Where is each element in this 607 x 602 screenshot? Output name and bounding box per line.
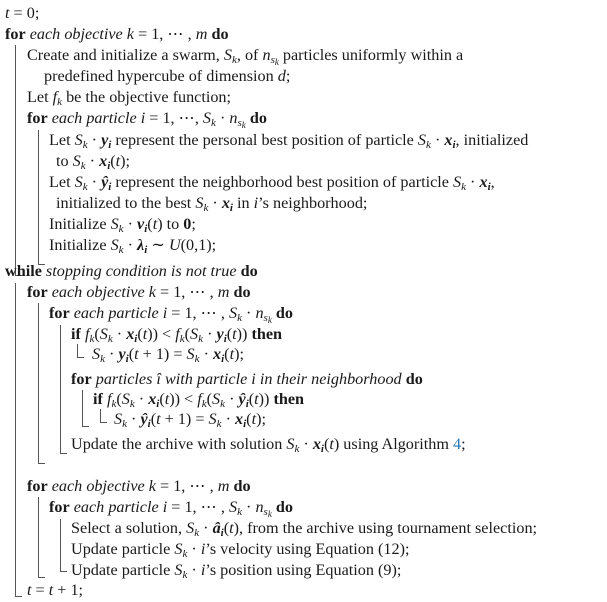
line-if-neighborhood: if $f_k(S_k \cdot x_i(t)) < f_k(S_k$ · $ŷ_i(t)$) then bbox=[93, 390, 305, 410]
block-rule bbox=[15, 283, 16, 596]
block-rule-end bbox=[77, 357, 84, 358]
block-rule bbox=[77, 344, 78, 357]
block-rule bbox=[38, 497, 39, 577]
line-for-particle-init: for each particle i = 1, ⋯, $S_k \cdot n_{s_k}$ do bbox=[27, 109, 267, 130]
line-for-particle-update: for each particle i = 1, ⋯ , $S_k \cdot n_{s_k}$ do bbox=[49, 304, 293, 325]
block-rule-end bbox=[60, 571, 67, 572]
block-rule-end bbox=[60, 453, 67, 454]
line-init-lambda: Initialize $S_k \cdot \lambda_i$ ∼ U(0,1); bbox=[49, 236, 217, 256]
line-for-neighbors: for particles î with particle i in their neighborhood do bbox=[71, 370, 423, 388]
line-update-position: Update particle $S_k$ · i’s position using Equation (9); bbox=[71, 561, 402, 581]
block-rule-end bbox=[15, 596, 22, 597]
line-neighborhood-best-init: initialized to the best $S_k \cdot x_i$ in i’s neighborhood; bbox=[56, 194, 368, 214]
line-if-personal: if $f_k(S_k \cdot x_i(t)) < f_k(S_k \cdot y_i(t))$ then bbox=[71, 325, 283, 345]
block-rule-end bbox=[38, 577, 45, 578]
block-rule bbox=[60, 325, 61, 453]
line-update-personal: $S_k \cdot y_i(t + 1) = S_k \cdot x_i(t)$; bbox=[92, 345, 244, 365]
block-rule-end bbox=[38, 463, 45, 464]
block-rule bbox=[15, 45, 16, 275]
line-update-neighborhood: $S_k$ · $ŷ_i(t + 1) = S_k \cdot x_i(t)$; bbox=[114, 410, 266, 430]
block-rule-end bbox=[82, 426, 89, 427]
line-for-particle-move: for each particle i = 1, ⋯ , $S_k \cdot n_{s_k}$ do bbox=[49, 498, 293, 519]
line-t-increment: t = t + 1; bbox=[27, 581, 84, 599]
line-let-fk: Let $f_k$ be the objective function; bbox=[27, 88, 232, 108]
line-while: while stopping condition is not true do bbox=[5, 262, 258, 280]
block-rule bbox=[100, 409, 101, 422]
line-select-solution: Select a solution, $S_k$ · $â_i(t)$, from the archive using tournament selection; bbox=[71, 519, 538, 539]
line-personal-best-init: to $S_k \cdot x_i(t)$; bbox=[56, 152, 131, 172]
line-hypercube: predefined hypercube of dimension d; bbox=[44, 67, 291, 85]
line-neighborhood-best: Let $S_k$ · $ŷ_i$ represent the neighborhood best position of particle $S_k \cdot x_i$, bbox=[49, 173, 495, 193]
line-personal-best: Let $S_k \cdot y_i$ represent the personal best position of particle $S_k \cdot x_i$, initialized bbox=[49, 131, 529, 151]
line-update-velocity: Update particle $S_k$ · i’s velocity using Equation (12); bbox=[71, 540, 410, 560]
line-init-velocity: Initialize $S_k \cdot v_i(t)$ to 0; bbox=[49, 215, 196, 235]
line-update-archive: Update the archive with solution $S_k \cdot x_i(t)$ using Algorithm 4; bbox=[71, 435, 466, 455]
line-for-objective-update: for each objective k = 1, ⋯ , m do bbox=[27, 283, 251, 301]
block-rule bbox=[38, 130, 39, 264]
block-rule-end bbox=[100, 422, 107, 423]
block-rule bbox=[38, 303, 39, 463]
algorithm-4-link[interactable]: 4 bbox=[453, 435, 462, 453]
line-create-swarm: Create and initialize a swarm, $S_k$, of $n_{s_k}$ particles uniformly within a bbox=[27, 46, 464, 67]
block-rule bbox=[82, 390, 83, 426]
line-for-objective-move: for each objective k = 1, ⋯ , m do bbox=[27, 477, 251, 495]
line-t-init: t = 0; bbox=[5, 4, 40, 22]
block-rule bbox=[60, 519, 61, 571]
line-for-objective-init: for each objective k = 1, ⋯ , m do bbox=[5, 25, 229, 43]
